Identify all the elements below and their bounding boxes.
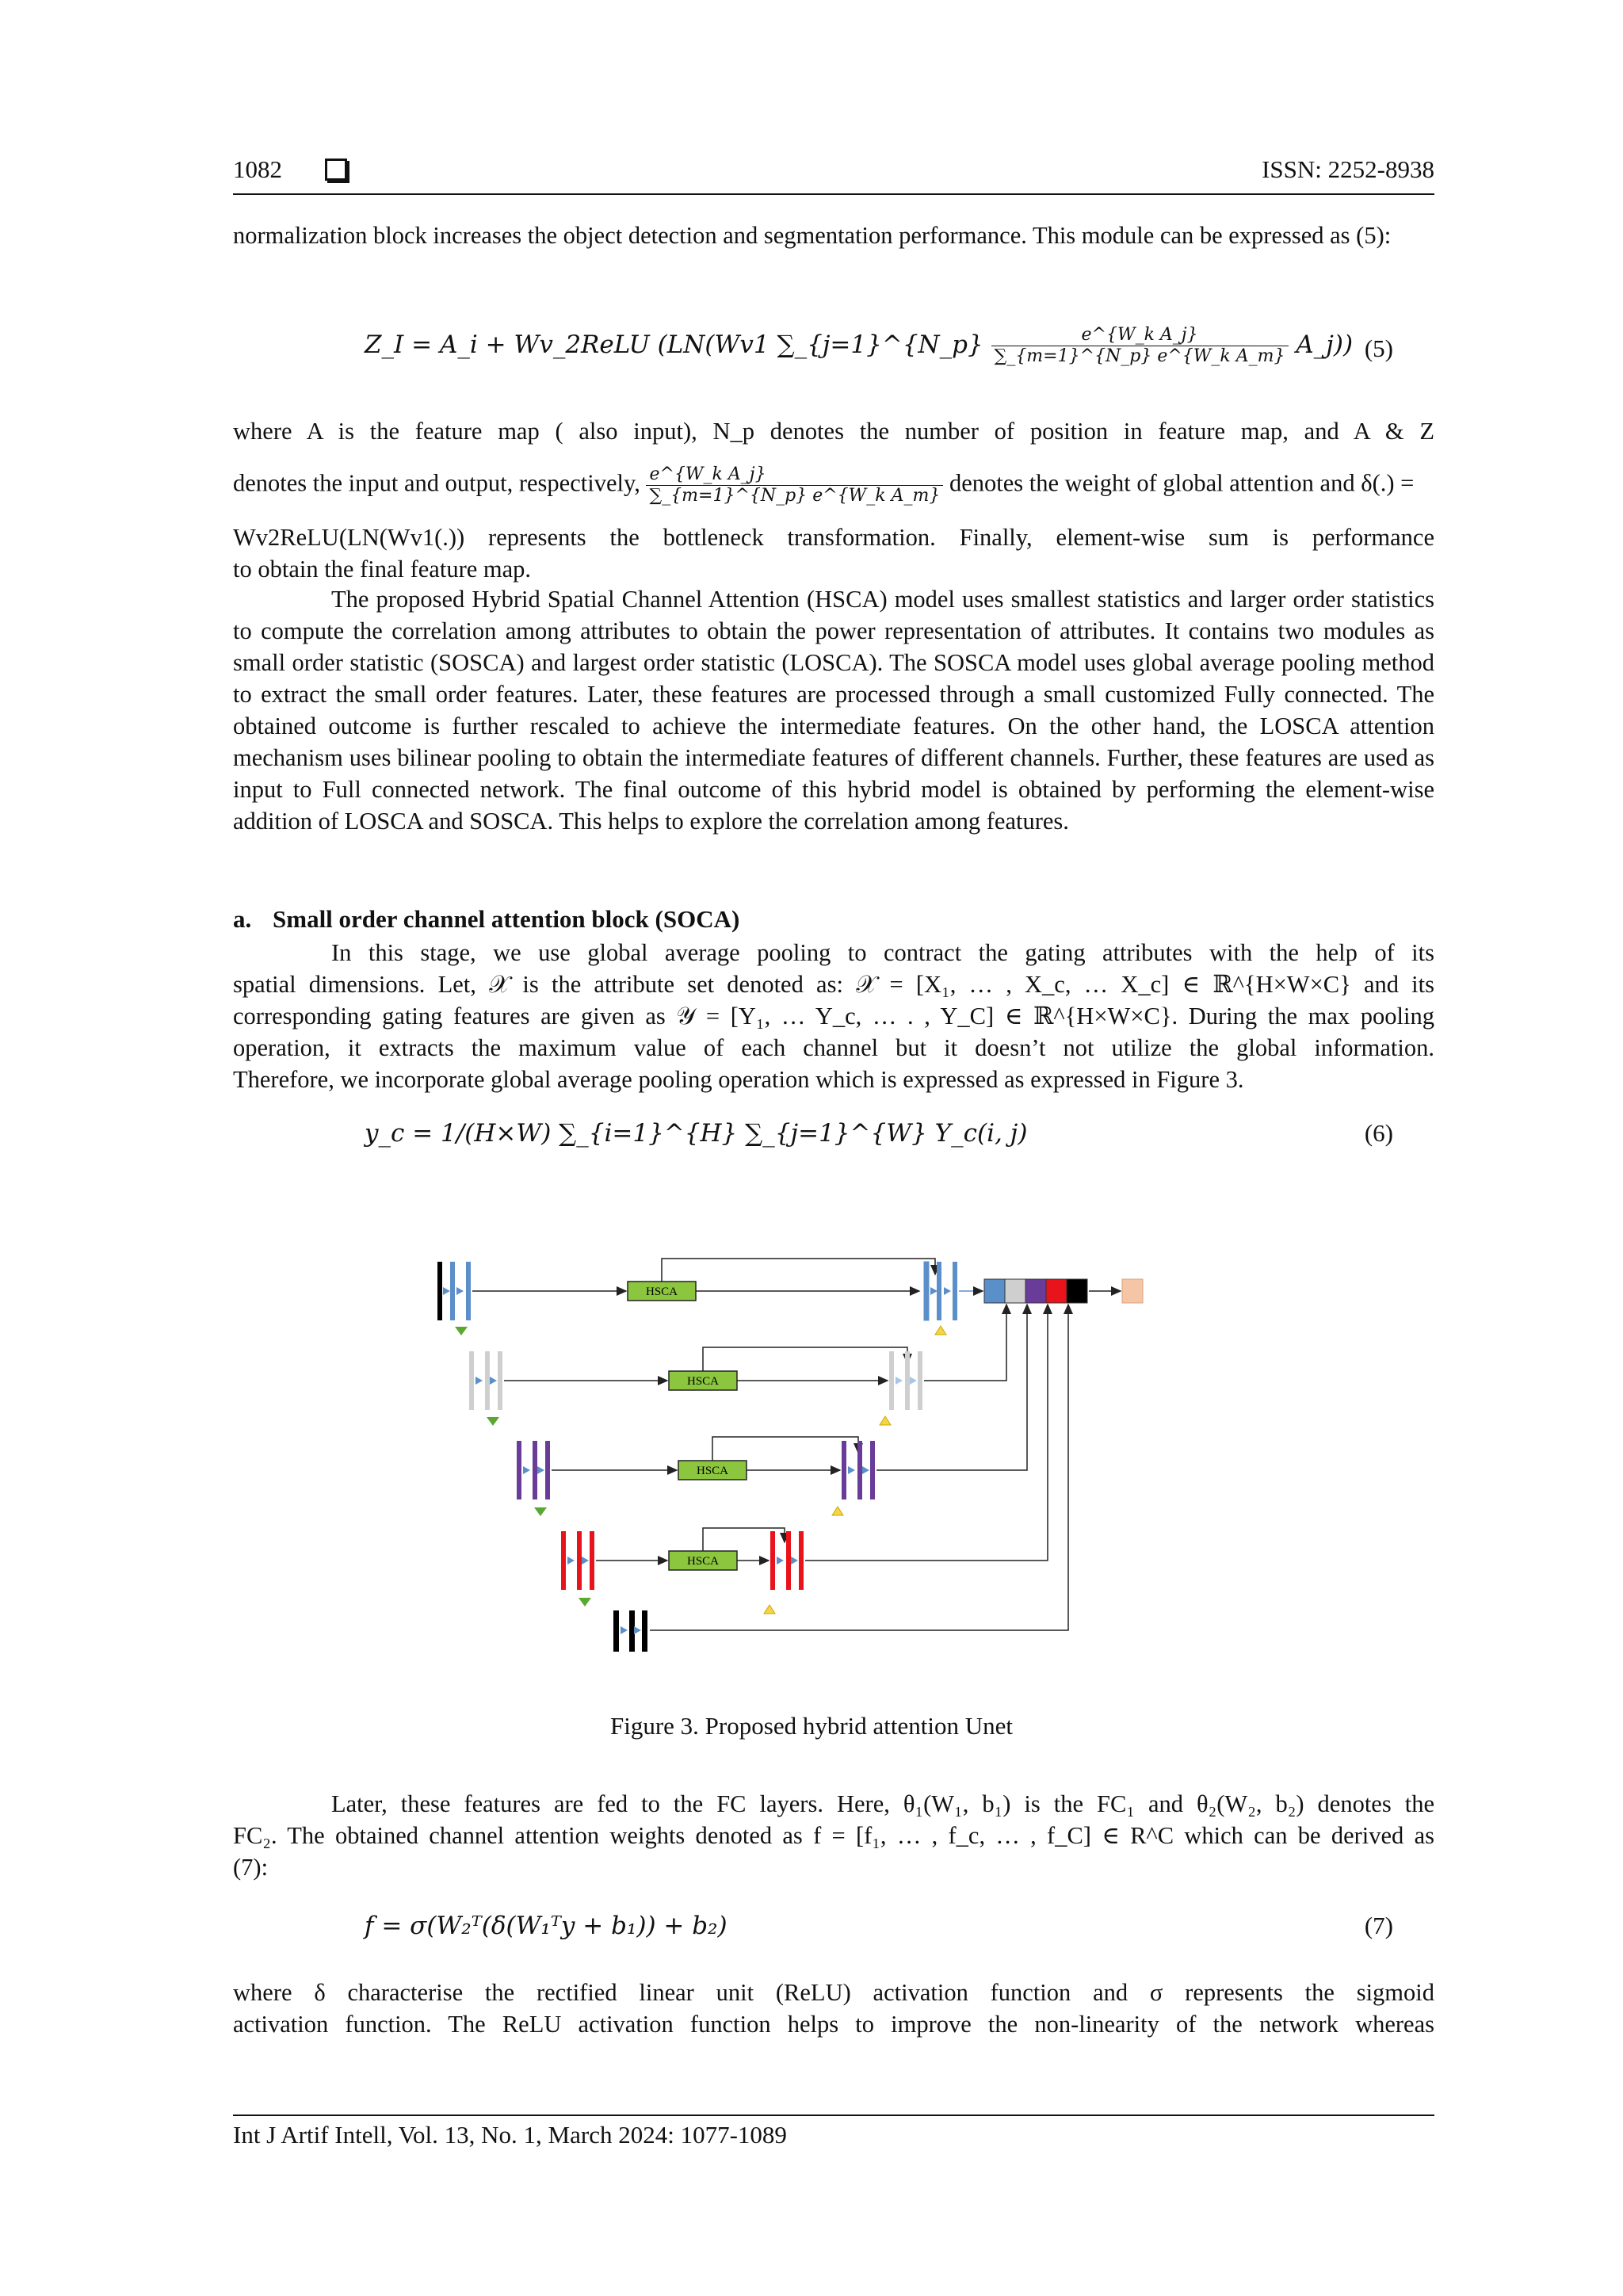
decoder-level-2 [889, 1351, 922, 1410]
subsection-index: a. [233, 905, 252, 933]
where-2-line-1: where δ characterise the rectified linear unit (ReLU) activation function and σ represents the sigmoid [233, 1979, 1434, 2006]
soca-line-5: Therefore, we incorporate global average pooling operation which is expressed as expressed in Figure 3. [233, 1066, 1244, 1093]
encoder-level-2 [469, 1351, 502, 1410]
soca-line-1: In this stage, we use global average pooling to contract the gating attributes with the help of its [331, 939, 1434, 966]
equation-7: f = σ(W₂ᵀ(δ(W₁ᵀy + b₁)) + b₂) [365, 1912, 727, 1940]
equation-6-number: (6) [1364, 1119, 1393, 1147]
hsca-label-3: HSCA [696, 1465, 729, 1477]
equation-5-numerator: e^{W_k A_j} [991, 325, 1289, 346]
hsca-label-1: HSCA [645, 1286, 678, 1298]
down-arrow-4 [579, 1598, 591, 1606]
where-1-line-1: where A is the feature map ( also input), N_p denotes the number of position in feature map, and A & Z [233, 418, 1434, 445]
soca-line-4: operation, it extracts the maximum value of each channel but it doesn’t not utilize the global information. [233, 1034, 1434, 1061]
equation-5-fraction [991, 325, 1289, 367]
hsca-label-2: HSCA [686, 1375, 720, 1388]
page-number: 1082 [233, 155, 282, 183]
where-1-line-4: to obtain the final feature map. [233, 556, 532, 583]
paragraph-where-1c [233, 521, 1434, 585]
paragraph-where-1b [233, 464, 1434, 506]
where-1-fraction [646, 464, 943, 506]
hsca-label-4: HSCA [686, 1555, 720, 1568]
equation-7-number: (7) [1364, 1912, 1393, 1939]
up-arrow-1 [935, 1326, 946, 1335]
down-arrow-2 [487, 1417, 499, 1426]
fc-line-2: FC₂. The obtained channel attention weights denoted as f = [f₁, … , f_c, … , f_C] ∈ R^C which can be derived as [233, 1822, 1434, 1849]
up-arrow-3 [832, 1507, 843, 1515]
paragraph-intro: normalization block increases the object detection and segmentation performance. This module can be expressed as (5): [233, 222, 1392, 249]
encoder-level-1 [437, 1262, 471, 1320]
encoder-level-3 [517, 1441, 550, 1499]
subsection-title: Small order channel attention block (SOCA) [273, 905, 740, 933]
equation-5 [365, 325, 1353, 367]
down-arrow-3 [534, 1507, 547, 1516]
checkbox-square-icon [325, 159, 347, 181]
fc-line-3: (7): [233, 1854, 269, 1881]
where-2-line-2: activation function. The ReLU activation function helps to improve the non-linearity of the network whereas [233, 2011, 1434, 2038]
equation-6: y_c = 1/(H×W) ∑_{i=1}^{H} ∑_{j=1}^{W} Y_c(i, j) [365, 1119, 1028, 1148]
paragraph-soca [233, 937, 1434, 1095]
subsection-heading [233, 905, 739, 934]
bottleneck-level [613, 1610, 647, 1652]
where-1-fraction-num: e^{W_k A_j} [646, 464, 943, 486]
figure-hybrid-attention-unet [428, 1252, 1220, 1684]
where-1-line-2-pre: denotes the input and output, respectively, [233, 469, 640, 497]
encoder-level-4 [561, 1531, 594, 1590]
paragraph-where-2 [233, 1977, 1434, 2040]
where-1-fraction-den: ∑_{m=1}^{N_p} e^{W_k A_m} [649, 486, 941, 506]
soca-line-3: corresponding gating features are given as 𝒴 = [Y₁, … Y_c, … . , Y_C] ∈ ℝ^{H×W×C}. During the max pooling [233, 1003, 1434, 1030]
unet-diagram [428, 1252, 1220, 1680]
output-block [1122, 1279, 1143, 1303]
up-arrow-2 [880, 1416, 891, 1425]
paragraph-where-1 [233, 415, 1434, 447]
paragraph-hsca: The proposed Hybrid Spatial Channel Attention (HSCA) model uses smallest statistics and larger order statistics to compute the correlation among attributes to obtain the power representation of attributes. It contains two modules as small order statistic (SOSCA) and largest order statistic (LOSCA). The SOSCA model uses global average pooling method to extract the small order features. Later, these features are processed through a small customized Fully connected. The obtained outcome is further rescaled to achieve the intermediate features. On the other hand, the LOSCA attention mechanism uses bilinear pooling to obtain the intermediate features of different channels. Further, these features are used as input to Full connected network. The final outcome of this hybrid model is obtained by performing the element-wise addition of LOSCA and SOSCA. This helps to explore the correlation among features. [233, 586, 1434, 835]
equation-5-lhs: Z_I = A_i + Wv_2ReLU (LN(Wv1 ∑_{j=1}^{N_p} [365, 330, 983, 359]
page-footer: Int J Artif Intell, Vol. 13, No. 1, March 2024: 1077-1089 [233, 2115, 1434, 2149]
down-arrow-1 [455, 1327, 468, 1335]
decoder-level-4 [770, 1531, 804, 1590]
up-arrow-4 [764, 1605, 775, 1614]
where-1-line-2-post: denotes the weight of global attention and δ(.) = [949, 469, 1415, 497]
equation-5-denominator: ∑_{m=1}^{N_p} e^{W_k A_m} [994, 346, 1285, 366]
soca-line-2: spatial dimensions. Let, 𝒳 is the attribute set denoted as: 𝒳 = [X₁, … , X_c, … X_c] ∈ ℝ^{H×W×C} and its [233, 971, 1434, 998]
decoder-level-1 [924, 1262, 957, 1320]
paragraph-fc [233, 1788, 1434, 1883]
page-header [233, 155, 1434, 195]
feature-stack [984, 1279, 1087, 1303]
fc-line-1: Later, these features are fed to the FC layers. Here, θ₁(W₁, b₁) is the FC₁ and θ₂(W₂, b₂) denotes the [331, 1790, 1434, 1817]
decoder-level-3 [842, 1441, 875, 1499]
issn-label: ISSN: 2252-8938 [1262, 155, 1434, 183]
equation-5-number: (5) [1364, 334, 1393, 362]
figure-caption: Figure 3. Proposed hybrid attention Unet [610, 1712, 1013, 1740]
where-1-line-3: Wv2ReLU(LN(Wv1(.)) represents the bottleneck transformation. Finally, element-wise sum is performance [233, 524, 1434, 551]
equation-5-rhs: A_j)) [1296, 330, 1354, 359]
